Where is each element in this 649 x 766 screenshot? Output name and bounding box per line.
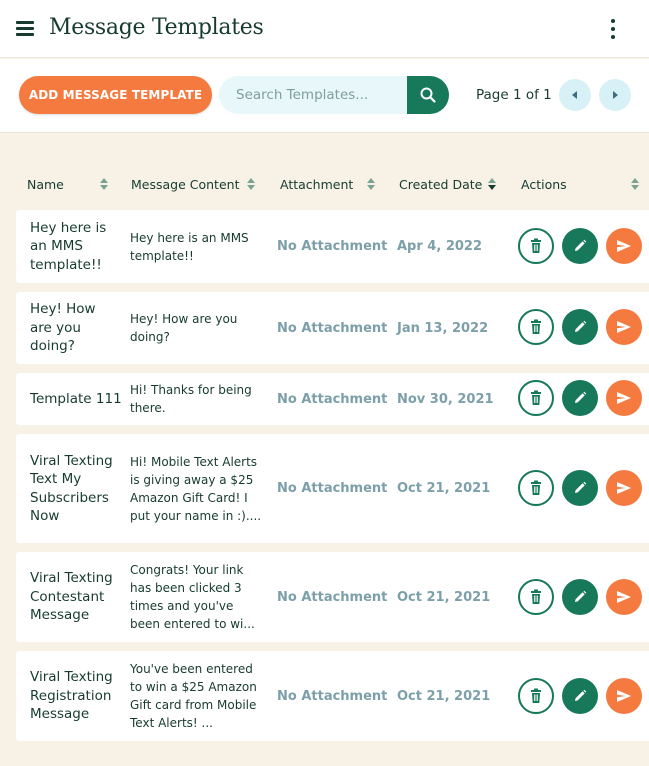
chevron-left-icon bbox=[572, 91, 577, 99]
table-row bbox=[16, 552, 649, 642]
add-message-template-button[interactable]: ADD MESSAGE TEMPLATE bbox=[19, 76, 212, 114]
pencil-icon bbox=[572, 589, 588, 605]
message-content: Hey! How are you doing? bbox=[130, 312, 238, 344]
table-row bbox=[16, 373, 649, 425]
delete-button[interactable] bbox=[518, 470, 554, 506]
table-row bbox=[16, 434, 649, 543]
trash-icon bbox=[528, 238, 544, 254]
trash-icon bbox=[528, 390, 544, 406]
edit-button[interactable] bbox=[562, 380, 598, 416]
attachment-status: No Attachment bbox=[277, 320, 388, 336]
created-date: Oct 21, 2021 bbox=[397, 589, 491, 605]
template-name: Hey here is an MMS template!! bbox=[30, 219, 107, 273]
trash-icon bbox=[528, 589, 544, 605]
send-button[interactable] bbox=[606, 678, 642, 714]
pencil-icon bbox=[572, 688, 588, 704]
table-row bbox=[16, 292, 649, 364]
more-vertical-icon[interactable] bbox=[604, 18, 622, 40]
column-header-content[interactable]: Message Content bbox=[131, 177, 240, 192]
edit-button[interactable] bbox=[562, 678, 598, 714]
column-header-actions: Actions bbox=[521, 177, 567, 192]
send-icon bbox=[616, 390, 632, 406]
pencil-icon bbox=[572, 238, 588, 254]
created-date: Oct 21, 2021 bbox=[397, 481, 491, 496]
edit-button[interactable] bbox=[562, 309, 598, 345]
attachment-status: No Attachment bbox=[277, 481, 388, 496]
trash-icon bbox=[528, 688, 544, 704]
message-content: Hi! Mobile Text Alerts is giving away a $25 Amazon Gift Card! I put your name in :).... bbox=[130, 454, 262, 523]
template-name: Hey! How are you doing? bbox=[30, 301, 96, 355]
created-date: Nov 30, 2021 bbox=[397, 391, 494, 407]
message-content: You've been entered to win a $25 Amazon Gift card from Mobile Text Alerts! ... bbox=[130, 662, 257, 730]
sort-name-icon[interactable] bbox=[100, 178, 108, 190]
template-name: Viral Texting Contestant Message bbox=[30, 570, 113, 624]
send-icon bbox=[616, 319, 632, 335]
send-icon bbox=[616, 238, 632, 254]
sort-actions-icon[interactable] bbox=[631, 178, 639, 190]
created-date: Oct 21, 2021 bbox=[397, 688, 491, 704]
attachment-status: No Attachment bbox=[277, 391, 388, 407]
sort-attachment-icon[interactable] bbox=[367, 178, 375, 190]
delete-button[interactable] bbox=[518, 228, 554, 264]
toolbar bbox=[0, 59, 649, 133]
send-icon bbox=[616, 480, 632, 496]
send-button[interactable] bbox=[606, 380, 642, 416]
edit-button[interactable] bbox=[562, 470, 598, 506]
attachment-status: No Attachment bbox=[277, 589, 388, 605]
next-page-button[interactable] bbox=[599, 79, 631, 111]
delete-button[interactable] bbox=[518, 678, 554, 714]
send-button[interactable] bbox=[606, 579, 642, 615]
created-date: Jan 13, 2022 bbox=[397, 320, 489, 336]
sort-content-icon[interactable] bbox=[247, 178, 255, 190]
page-indicator: Page 1 of 1 bbox=[476, 87, 552, 103]
delete-button[interactable] bbox=[518, 309, 554, 345]
search-bar bbox=[219, 76, 449, 114]
previous-page-button[interactable] bbox=[559, 79, 591, 111]
trash-icon bbox=[528, 319, 544, 335]
top-app-bar bbox=[0, 0, 649, 58]
column-header-name[interactable]: Name bbox=[27, 177, 64, 192]
search-input[interactable] bbox=[219, 76, 407, 114]
edit-button[interactable] bbox=[562, 228, 598, 264]
send-button[interactable] bbox=[606, 228, 642, 264]
template-name: Template 111 bbox=[30, 390, 122, 407]
template-name: Viral Texting Registration Message bbox=[30, 669, 113, 723]
message-content: Congrats! Your link has been clicked 3 times and you've been entered to wi... bbox=[130, 563, 255, 631]
attachment-status: No Attachment bbox=[277, 688, 388, 704]
delete-button[interactable] bbox=[518, 380, 554, 416]
send-icon bbox=[616, 589, 632, 605]
send-button[interactable] bbox=[606, 470, 642, 506]
column-header-attachment[interactable]: Attachment bbox=[280, 177, 354, 192]
trash-icon bbox=[528, 480, 544, 496]
send-icon bbox=[616, 688, 632, 704]
table-row bbox=[16, 210, 649, 283]
table-row bbox=[16, 651, 649, 741]
search-icon bbox=[419, 86, 437, 104]
template-name: Viral Texting Text My Subscribers Now bbox=[30, 452, 113, 524]
page-title: Message Templates bbox=[49, 15, 264, 40]
sort-created-date-icon[interactable] bbox=[488, 178, 496, 190]
chevron-right-icon bbox=[613, 91, 618, 99]
edit-button[interactable] bbox=[562, 579, 598, 615]
message-content: Hi! Thanks for being there. bbox=[130, 383, 252, 415]
search-button[interactable] bbox=[407, 76, 449, 114]
delete-button[interactable] bbox=[518, 579, 554, 615]
hamburger-menu-icon[interactable] bbox=[16, 21, 34, 35]
send-button[interactable] bbox=[606, 309, 642, 345]
attachment-status: No Attachment bbox=[277, 239, 388, 254]
pencil-icon bbox=[572, 390, 588, 406]
pencil-icon bbox=[572, 480, 588, 496]
pencil-icon bbox=[572, 319, 588, 335]
message-content: Hey here is an MMS template!! bbox=[130, 230, 249, 263]
created-date: Apr 4, 2022 bbox=[397, 239, 482, 254]
column-header-created-date[interactable]: Created Date bbox=[399, 177, 483, 192]
